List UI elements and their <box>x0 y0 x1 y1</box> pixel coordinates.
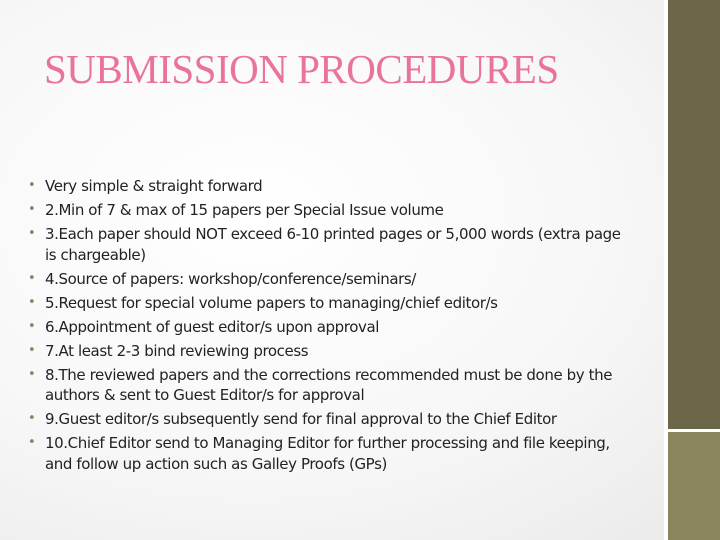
bullet-text: 9.Guest editor/s subsequently send for final approval to the Chief Editor <box>45 410 557 428</box>
bullet-item <box>28 433 628 474</box>
bullet-item <box>28 224 628 265</box>
bullet-text: 5.Request for special volume papers to managing/chief editor/s <box>45 293 498 312</box>
bullet-text: 3.Each paper should NOT exceed 6-10 printed pages or 5,000 words (extra page is chargeable) <box>45 225 621 264</box>
bullet-text: Very simple & straight forward <box>45 177 263 195</box>
bullet-item <box>28 341 628 362</box>
bullet-item <box>28 269 628 290</box>
bullet-text: 7.At least 2-3 bind reviewing process <box>45 341 309 360</box>
bullet-text: 8.The reviewed papers and the corrections recommended must be done by the authors & sent to Guest Editor/s for approval <box>45 365 613 404</box>
bullet-text: 10.Chief Editor send to Managing Editor for further processing and file keeping, and follow up action such as Galley Proofs (GPs) <box>45 434 610 473</box>
bullet-item <box>28 409 628 430</box>
bullet-text: 6.Appointment of guest editor/s upon approval <box>45 317 380 336</box>
bullet-dot-icon: • <box>28 226 36 241</box>
slide-title: SUBMISSION PROCEDURES <box>44 46 559 92</box>
bullet-item <box>28 317 628 338</box>
bullet-item <box>28 365 628 406</box>
bullet-dot-icon: • <box>28 411 36 426</box>
bullet-dot-icon: • <box>28 435 36 450</box>
bullet-text: 4.Source of papers: workshop/conference/seminars/ <box>45 269 416 288</box>
bullet-dot-icon: • <box>28 270 36 286</box>
bullet-dot-icon: • <box>28 366 36 382</box>
sidebar-accent-block <box>668 432 720 540</box>
bullet-item <box>28 200 628 221</box>
bullet-dot-icon: • <box>28 342 36 358</box>
bullet-dot-icon: • <box>28 178 36 193</box>
bullet-text: 2.Min of 7 & max of 15 papers per Special Issue volume <box>45 201 444 219</box>
bullet-item <box>28 176 628 197</box>
bullet-dot-icon: • <box>28 318 36 334</box>
bullet-item <box>28 293 628 314</box>
bullet-dot-icon: • <box>28 294 36 310</box>
bullet-dot-icon: • <box>28 202 36 217</box>
bullet-list <box>28 176 628 478</box>
